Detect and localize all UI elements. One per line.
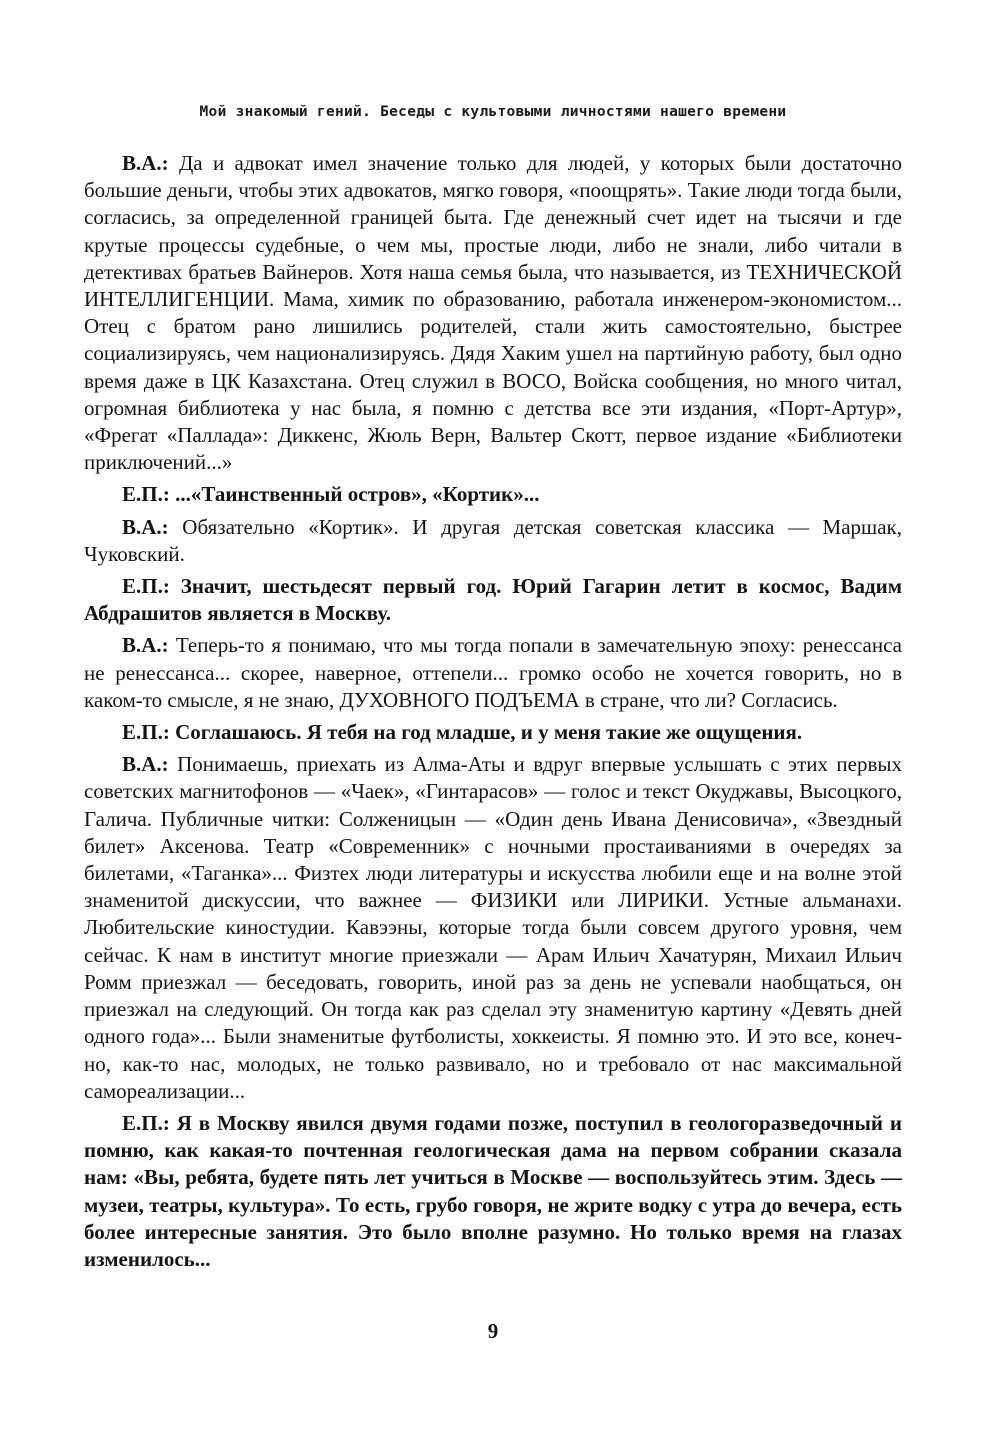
paragraph-va-3 <box>84 632 902 714</box>
body-text <box>84 150 902 1278</box>
speaker-label: В.А.: <box>122 633 169 658</box>
paragraph-va-1 <box>84 150 902 476</box>
speaker-label: В.А.: <box>122 151 169 175</box>
page-number: 9 <box>487 1319 499 1343</box>
paragraph-ep-4 <box>84 1110 902 1273</box>
paragraph-text: Я в Москву явился двумя годами позже, поступил в геологоразведочный и помню, как какая-то почтенная геологическая дама на первом собрании сказала нам: «Вы, ребята, будете пять лет учиться в Москве — воспользуйтесь этим. Здесь — музеи, театры, культура». То есть, грубо говоря, не жрите водку с утра до вечера, есть более интересные занятия. Это было вполне разумно. Но только время на глазах изменилось... <box>84 1110 902 1271</box>
speaker-label: Е.П.: <box>122 574 170 599</box>
speaker-label: В.А.: <box>122 752 169 777</box>
paragraph-text: Соглашаюсь. Я тебя на год младше, и у меня такие же ощущения. <box>169 720 803 745</box>
paragraph-va-2 <box>84 514 902 568</box>
paragraph-text: Значит, шестьдесят первый год. Юрий Гагарин летит в космос, Вадим Абдрашитов является в Москву. <box>84 574 902 626</box>
paragraph-ep-3 <box>84 719 902 746</box>
paragraph-text: ...«Таинственный остров», «Кортик»... <box>169 482 540 507</box>
speaker-label: В.А.: <box>122 514 169 539</box>
speaker-label: Е.П.: <box>122 482 170 507</box>
paragraph-text: Да и адвокат имел значение только для людей, у которых были достаточно большие деньги, чтобы этих адвокатов, мягко говоря, «поощрять». Такие люди тогда были, согласись, за определенной границей быта. Где денежный счет идет на тысячи и где крутые процессы судебные, о чем мы, простые люди, либо не знали, либо читали в детективах братьев Вайнеров. Хотя наша семья была, что называется, из ТЕХНИЧЕСКОЙ ИНТЕЛЛИГЕНЦИИ. Мама, химик по образованию, работала инженером-экономистом... Отец с братом рано лишились родителей, стали жить самостоятельно, быстрее социализируясь, чем национализируясь. Дядя Хаким ушел на партийную работу, был одно время даже в ЦК Казахстана. Отец служил в ВОСО, Войска сообщения, но много читал, огромная библиотека у нас была, я помню с детства все эти издания, «Порт-Артур», «Фрегат «Паллада»: Диккенс, Жюль Верн, Вальтер Скотт, первое издание «Библиотеки приключений...» <box>84 151 902 475</box>
paragraph-va-4 <box>84 751 902 1105</box>
speaker-label: Е.П.: <box>122 1110 170 1135</box>
paragraph-text: Понимаешь, приехать из Алма-Аты и вдруг впервые услышать с этих первых советских магнитофонов — «Чаек», «Гинтарасов» — голос и текст Окуджавы, Высоцкого, Галича. Публичные читки: Солженицын — «Один день Ивана Денисовича», «Звездный билет» Аксенова. Театр «Современник» с ночными простаиваниями в очередях за билетами, «Таганка»... Физтех люди литературы и искусства любили еще и на волне этой знаменитой дискуссии, что важнее — ФИЗИКИ или ЛИРИКИ. Устные альманахи. Любительские киностудии. Кавээны, которые тогда были совсем другого уровня, чем сейчас. К нам в институт многие приезжали — Арам Ильич Хачатурян, Михаил Ильич Ромм приезжал — беседовать, говорить, иной раз за день не успевали наобщаться, он приезжал на следующий. Он тогда как раз сделал эту знаменитую картину «Девять дней одного года»... Были знаменитые футболисты, хоккеисты. Я помню это. И это все, конечно, как-то нас, молодых, не только развивало, но и требовало от нас максимальной самореализации... <box>84 752 902 1103</box>
running-head: Мой знакомый гений. Беседы с культовыми личностями нашего времени <box>199 104 787 120</box>
paragraph-text: Обязательно «Кортик». И другая детская советская классика — Маршак, Чуковский. <box>84 514 902 566</box>
paragraph-text: Теперь-то я понимаю, что мы тогда попали в замечательную эпоху: ренессанса не ренессанса... скорее, наверное, оттепели... громко особо не хочется говорить, но в каком-то смысле, я не знаю, ДУХОВНОГО ПОДЪЕМА в стране, что ли? Согласись. <box>84 633 902 712</box>
paragraph-ep-1 <box>84 481 902 508</box>
paragraph-ep-2 <box>84 573 902 627</box>
speaker-label: Е.П.: <box>122 720 170 745</box>
